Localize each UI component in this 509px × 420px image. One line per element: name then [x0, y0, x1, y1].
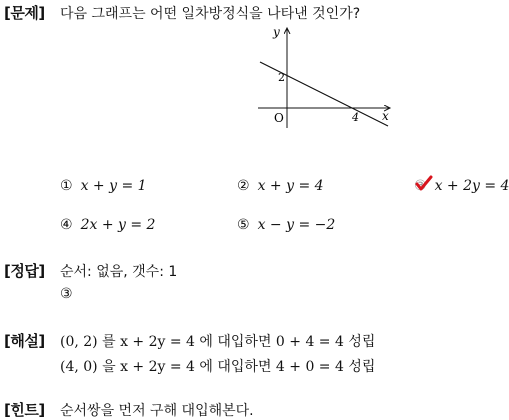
option-5-number: ⑤: [237, 217, 250, 233]
question-label: [문제]: [4, 4, 45, 22]
x-axis-label: x: [382, 109, 389, 123]
option-4-number: ④: [60, 217, 73, 233]
y-intercept-label: 2: [278, 71, 285, 84]
checkmark-icon: [415, 175, 433, 193]
option-1-number: ①: [60, 178, 73, 194]
option-3-number-glyph: ③: [414, 178, 427, 194]
option-3-equation: x + 2y = 4: [434, 178, 509, 194]
origin-label: O: [274, 111, 284, 125]
option-1-equation: x + y = 1: [80, 178, 147, 194]
explanation-label: [해설]: [4, 332, 45, 350]
option-4[interactable]: [60, 217, 155, 233]
option-2[interactable]: [237, 178, 324, 194]
option-3-number: [414, 178, 427, 194]
answer-line-2: ③: [60, 286, 73, 302]
explanation-line-1: (0, 2) 를 x + 2y = 4 에 대입하면 0 + 4 = 4 성립: [60, 334, 376, 350]
y-axis-label: y: [273, 25, 280, 39]
answer-line-1: 순서: 없음, 갯수: 1: [60, 264, 178, 280]
hint-text: 순서쌍을 먼저 구해 대입해본다.: [60, 403, 254, 419]
option-5-equation: x − y = −2: [257, 217, 336, 233]
option-2-equation: x + y = 4: [257, 178, 324, 194]
answer-label: [정답]: [4, 262, 45, 280]
option-5[interactable]: [237, 217, 335, 233]
option-3[interactable]: [414, 178, 509, 194]
option-4-equation: 2x + y = 2: [80, 217, 156, 233]
option-1[interactable]: [60, 178, 147, 194]
explanation-line-2: (4, 0) 을 x + 2y = 4 에 대입하면 4 + 0 = 4 성립: [60, 359, 376, 375]
x-intercept-label: 4: [352, 111, 359, 124]
hint-label: [힌트]: [4, 401, 45, 419]
question-text: 다음 그래프는 어떤 일차방정식을 나타낸 것인가?: [60, 6, 361, 22]
option-2-number: ②: [237, 178, 250, 194]
